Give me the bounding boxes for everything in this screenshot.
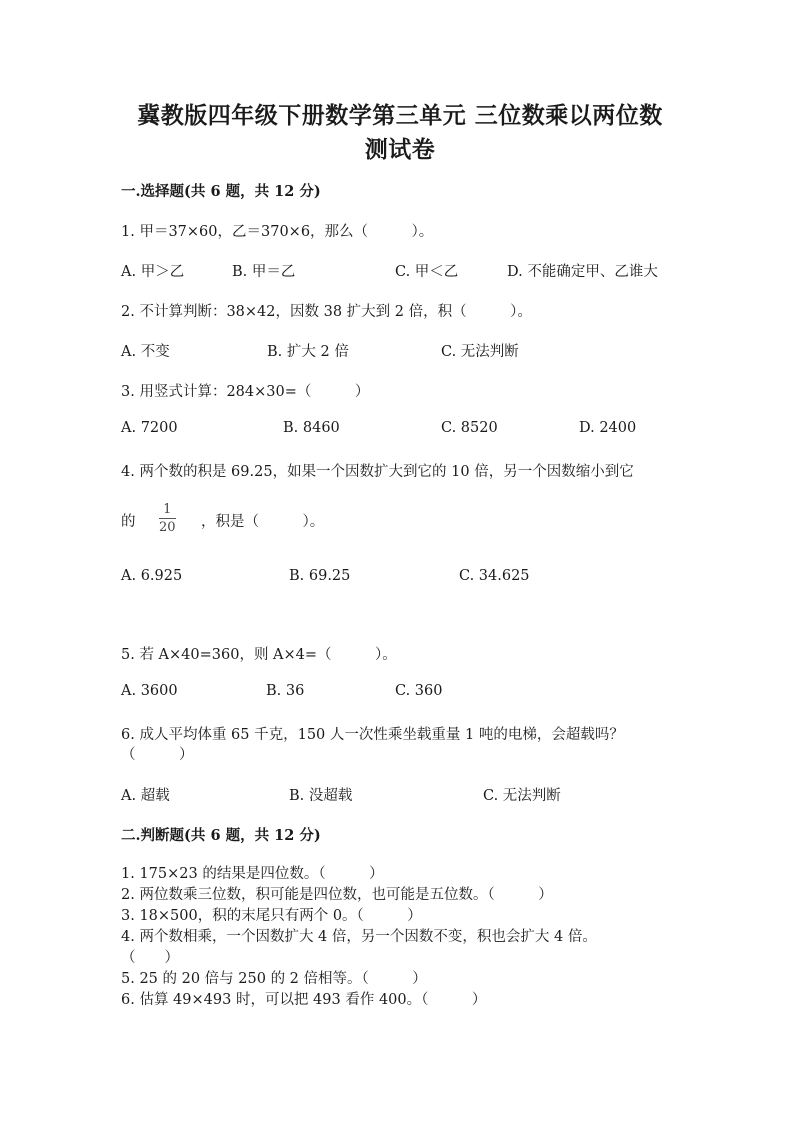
- question-4-stem-continued: [121, 510, 136, 531]
- question-3-option-d: D. 2400: [579, 420, 637, 436]
- fraction-numerator: 1: [159, 502, 176, 519]
- judgement-item-3: 3. 18×500，积的末尾只有两个 0。（ ）: [121, 908, 422, 924]
- question-1-stem: 1. 甲＝37×60，乙＝370×6，那么（ ）。: [121, 224, 434, 240]
- question-2-option-b: B. 扩大 2 倍: [267, 344, 349, 360]
- judgement-item-1: 1. 175×23 的结果是四位数。（ ）: [121, 866, 384, 882]
- question-6-stem: 6. 成人平均体重 65 千克，150 人一次性乘坐载重量 1 吨的电梯，会超载吗？: [121, 727, 624, 743]
- question-2-option-a: A. 不变: [121, 344, 170, 360]
- question-1-option-b: B. 甲＝乙: [232, 264, 296, 280]
- fraction-denominator: 20: [159, 520, 176, 535]
- question-6-option-a: A. 超载: [121, 788, 170, 804]
- question-3-option-a: A. 7200: [121, 420, 178, 436]
- question-4-option-a: A. 6.925: [121, 568, 183, 584]
- question-5-option-a: A. 3600: [121, 683, 178, 699]
- document-title-line1: 冀教版四年级下册数学第三单元 三位数乘以两位数: [137, 102, 663, 129]
- question-4-option-b: B. 69.25: [289, 568, 351, 584]
- question-3-stem: 3. 用竖式计算：284×30=（ ）: [121, 384, 370, 400]
- question-1-option-d: D. 不能确定甲、乙谁大: [507, 264, 658, 280]
- question-2-option-c: C. 无法判断: [441, 344, 519, 360]
- question-4-cont-after: ，积是（ ）。: [201, 514, 325, 530]
- question-5-option-b: B. 36: [266, 683, 305, 699]
- question-4-stem: 4. 两个数的积是 69.25，如果一个因数扩大到它的 10 倍，另一个因数缩小到它: [121, 464, 634, 480]
- judgement-item-4-continued: （ ）: [121, 950, 179, 966]
- question-5-option-c: C. 360: [395, 683, 443, 699]
- judgement-item-4: 4. 两个数相乘，一个因数扩大 4 倍，另一个因数不变，积也会扩大 4 倍。: [121, 929, 597, 945]
- question-4-option-c: C. 34.625: [459, 568, 530, 584]
- section-heading-judgement: 二.判断题(共 6 题，共 12 分): [121, 827, 321, 844]
- question-1-option-a: A. 甲＞乙: [121, 264, 185, 280]
- judgement-item-5: 5. 25 的 20 倍与 250 的 2 倍相等。（ ）: [121, 971, 427, 987]
- question-6-option-c: C. 无法判断: [483, 788, 561, 804]
- question-1-option-c: C. 甲＜乙: [395, 264, 459, 280]
- question-3-option-b: B. 8460: [283, 420, 340, 436]
- question-6-option-b: B. 没超载: [289, 788, 353, 804]
- question-5-stem: 5. 若 A×40=360，则 A×4=（ ）。: [121, 647, 397, 663]
- question-2-stem: 2. 不计算判断：38×42，因数 38 扩大到 2 倍，积（ ）。: [121, 304, 532, 320]
- question-4-cont-before: 的: [121, 514, 136, 530]
- question-4-fraction: [159, 502, 176, 535]
- question-6-stem-continued: （ ）: [121, 747, 194, 763]
- question-3-option-c: C. 8520: [441, 420, 498, 436]
- document-title-line2: 测试卷: [364, 136, 436, 163]
- judgement-item-2: 2. 两位数乘三位数，积可能是四位数，也可能是五位数。（ ）: [121, 887, 553, 903]
- judgement-item-6: 6. 估算 49×493 时，可以把 493 看作 400。（ ）: [121, 992, 487, 1008]
- section-heading-choice: 一.选择题(共 6 题，共 12 分): [121, 183, 321, 200]
